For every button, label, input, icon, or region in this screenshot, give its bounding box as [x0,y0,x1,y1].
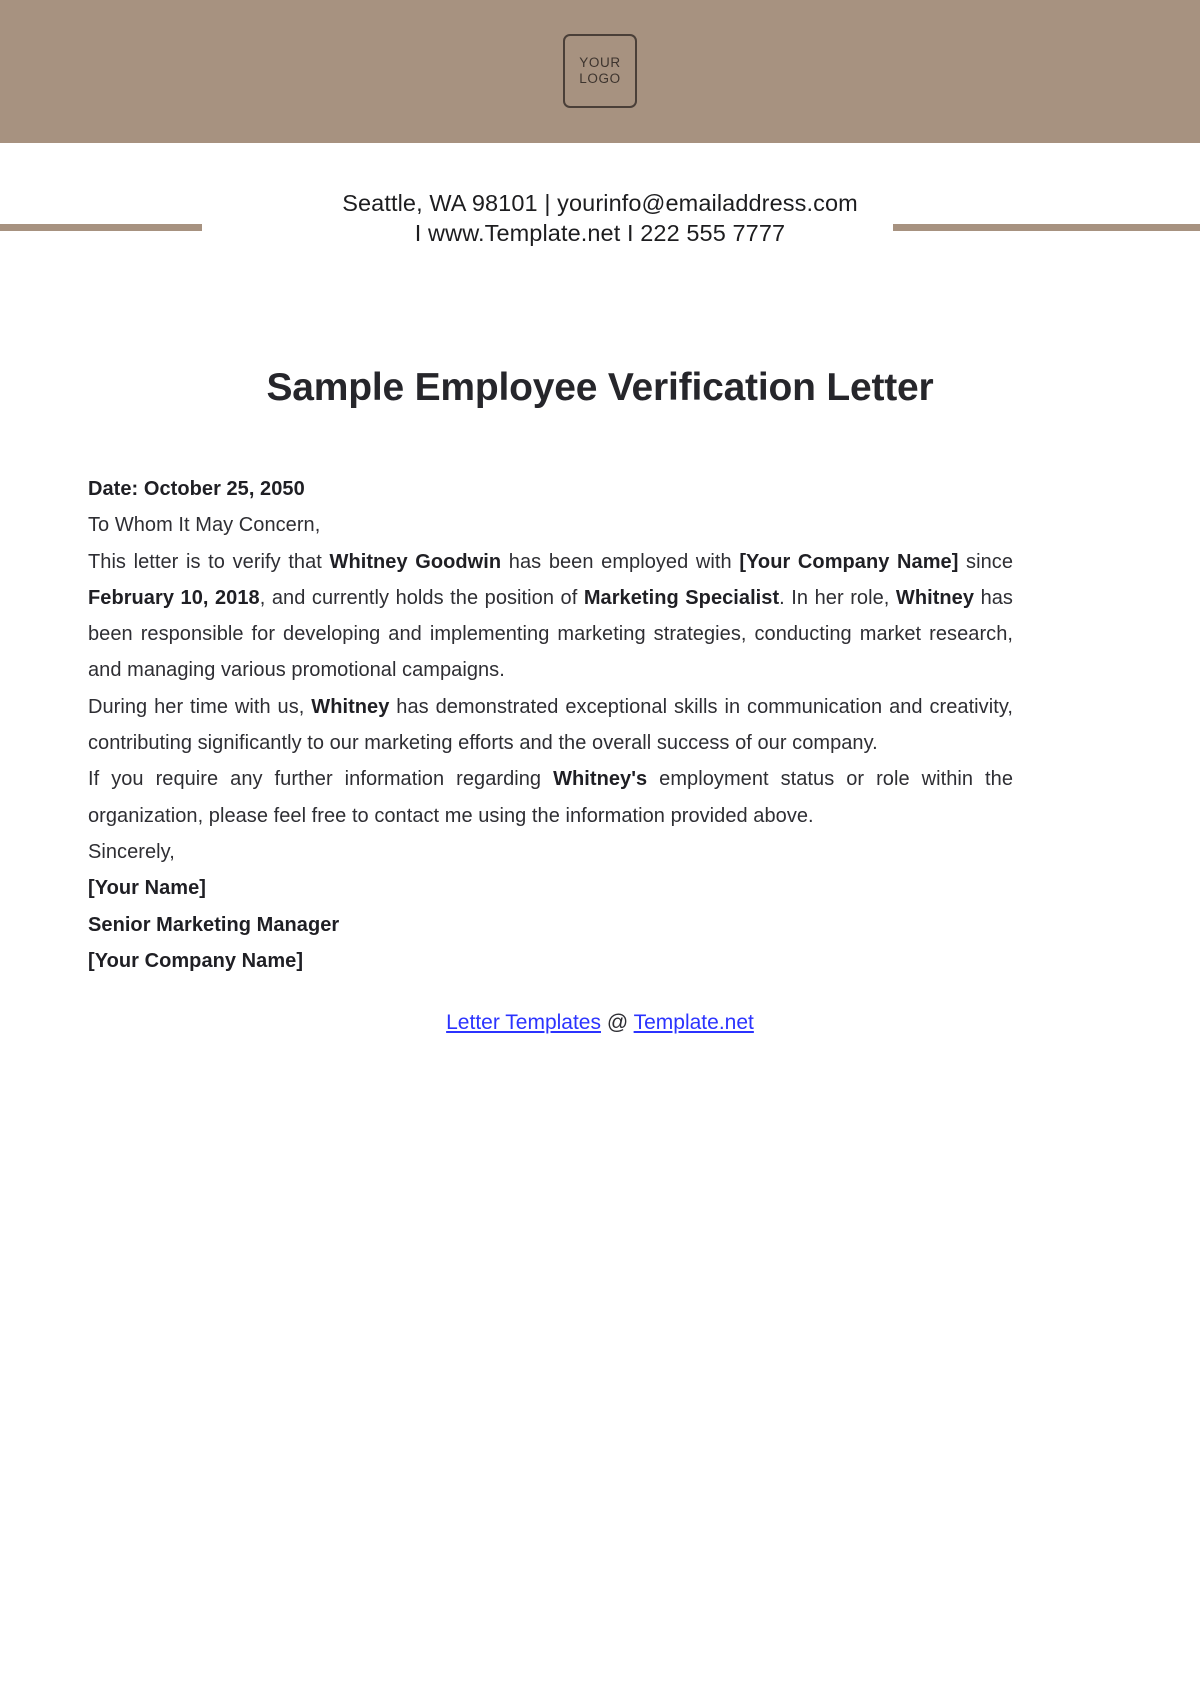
p1-segment-2: has been employed with [501,550,740,573]
logo-text-line-1: YOUR [579,55,621,70]
p1-segment-1: This letter is to verify that [88,550,330,573]
divider-rule-right [893,224,1200,231]
divider-rule-left [0,224,202,231]
p2-segment-2: has demonstrated exceptional skills in communication and creativity, contributing significantly to our marketing efforts and the overall success of our company. [88,695,1013,755]
header-band [0,0,1200,143]
footer-link-letter-templates[interactable]: Letter Templates [446,1011,601,1034]
p3-segment-2: employment status or role within the organization, please feel free to contact me using the information provided above. [88,768,1013,827]
signature-job-title [88,907,1013,943]
contact-line-address-email: Seattle, WA 98101 | yourinfo@emailaddress.com [342,190,858,216]
p2-employee-first-name: Whitney [311,695,390,718]
page-title: Sample Employee Verification Letter [266,366,934,409]
signature-name-text: [Your Name] [88,877,206,900]
p1-segment-5: . In her role, [779,586,896,609]
p1-segment-3: since [958,550,1013,573]
letter-paragraph-3 [88,761,1013,834]
letter-paragraph-2 [88,689,1013,762]
p1-position-title: Marketing Specialist [583,586,780,609]
contact-line-website-phone: I www.Template.net I 222 555 7777 [414,220,786,246]
footer-link-template-net[interactable]: Template.net [633,1011,754,1034]
p1-start-date: February 10, 2018 [88,586,260,609]
signature-job-title-text: Senior Marketing Manager [88,913,340,936]
logo-text-line-2: LOGO [579,71,621,86]
p1-employee-name: Whitney Goodwin [329,550,502,573]
letter-body [88,471,1013,979]
p3-segment-1: If you require any further information regarding [88,768,554,791]
p1-segment-4: , and currently holds the position of [259,586,584,609]
signature-company [88,943,1013,979]
p1-employee-first-name: Whitney [895,586,975,609]
p3-employee-possessive: Whitney's [553,768,648,791]
letter-date [88,471,1013,507]
letter-closing: Sincerely, [88,840,175,863]
footer-attribution [0,1008,1200,1038]
contact-info [0,188,1200,248]
letter-salutation: To Whom It May Concern, [88,514,321,537]
letter-date-text: Date: October 25, 2050 [88,478,305,500]
p1-segment-6: has been responsible for developing and implementing marketing strategies, conducting market research, and managing various promotional campaigns. [88,586,1013,682]
logo-placeholder-box [563,34,637,108]
p1-company-name: [Your Company Name] [739,550,959,573]
footer-separator: @ [601,1011,634,1034]
signature-company-text: [Your Company Name] [88,949,304,972]
p2-segment-1: During her time with us, [88,695,312,718]
letter-paragraph-1 [88,544,1013,689]
signature-name [88,870,1013,906]
